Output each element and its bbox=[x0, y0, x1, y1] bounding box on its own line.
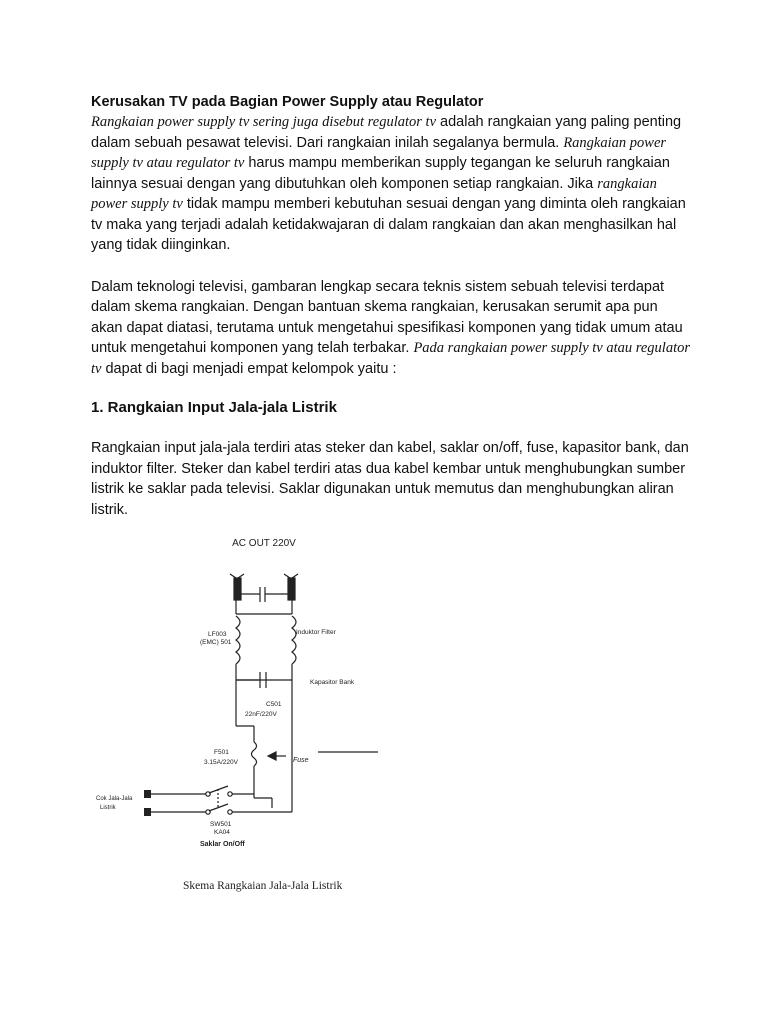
section-heading: 1. Rangkaian Input Jala-jala Listrik bbox=[91, 399, 337, 416]
plug-label-2: Listrik bbox=[100, 805, 116, 811]
c-label: C501 bbox=[266, 701, 282, 708]
ac-out-label: AC OUT 220V bbox=[232, 538, 296, 549]
text-run: Dalam teknologi televisi, gambaran lengkap secara teknis sistem sebuah televisi terdapat dalam skema rangkaian. Dengan bantuan skema rangkaian, kerusakan serumit apa pun akan dapat diatasi, terutama untuk mengetahui spesifikasi komponen yang tidak umum atau untuk mengetahui komponen yang telah terbakar. bbox=[91, 278, 683, 356]
f-label-2: 3.15A/220V bbox=[204, 759, 238, 766]
f-label: F501 bbox=[214, 749, 229, 756]
sw-label: SW501 bbox=[210, 821, 232, 828]
paragraph-intro bbox=[91, 112, 691, 256]
page-title: Kerusakan TV pada Bagian Power Supply atau Regulator bbox=[91, 94, 484, 110]
c-label-2: 22nF/220V bbox=[245, 711, 277, 718]
italic-phrase: Rangkaian power supply tv sering juga disebut regulator tv bbox=[91, 114, 437, 130]
sw-label-2: KA04 bbox=[214, 829, 230, 836]
italic-phrase: rangkaian power supply tv bbox=[91, 175, 657, 212]
document-body bbox=[91, 92, 691, 520]
text-run: dapat di bagi menjadi empat kelompok yaitu : bbox=[101, 360, 397, 377]
circuit-diagram bbox=[88, 532, 388, 850]
capacitor-label: Kapasitor Bank bbox=[310, 679, 355, 686]
lf-label-2: (EMC) 501 bbox=[200, 639, 232, 646]
paragraph-technology bbox=[91, 277, 691, 380]
switch-label: Saklar On/Off bbox=[200, 841, 245, 848]
text-run: tidak mampu memberi kebutuhan sesuai dengan yang diminta oleh rangkaian tv maka yang terjadi adalah ketidakwajaran di dalam rangkaian dan akan menghasilkan hal yang tidak diinginkan. bbox=[91, 196, 686, 253]
figure-caption: Skema Rangkaian Jala-Jala Listrik bbox=[183, 880, 343, 892]
italic-phrase: Rangkaian power supply tv atau regulator tv bbox=[91, 134, 667, 171]
fuse-label: Fuse bbox=[293, 757, 309, 764]
text-run: harus mampu memberikan supply tegangan ke seluruh rangkaian lainnya sesuai dengan yang dibutuhkan oleh komponen setiap rangkaian. Jika bbox=[91, 155, 670, 192]
lf-label: LF003 bbox=[208, 631, 227, 638]
plug-label: Cok Jala-Jala bbox=[96, 796, 133, 802]
inductor-label: Induktor Filter bbox=[296, 629, 336, 636]
text-run: adalah rangkaian yang paling penting dalam sebuah pesawat televisi. Dari rangkaian inilah segalanya bermula. bbox=[91, 114, 682, 151]
italic-phrase: Pada rangkaian power supply tv atau regulator tv bbox=[91, 340, 691, 377]
section-paragraph: Rangkaian input jala-jala terdiri atas steker dan kabel, saklar on/off, fuse, kapasitor bank, dan induktor filter. Steker dan kabel terdiri atas dua kabel kembar untuk menghubungkan sumber listrik ke saklar pada televisi. Saklar digunakan untuk memutus dan menghubungkan aliran listrik. bbox=[91, 440, 689, 518]
